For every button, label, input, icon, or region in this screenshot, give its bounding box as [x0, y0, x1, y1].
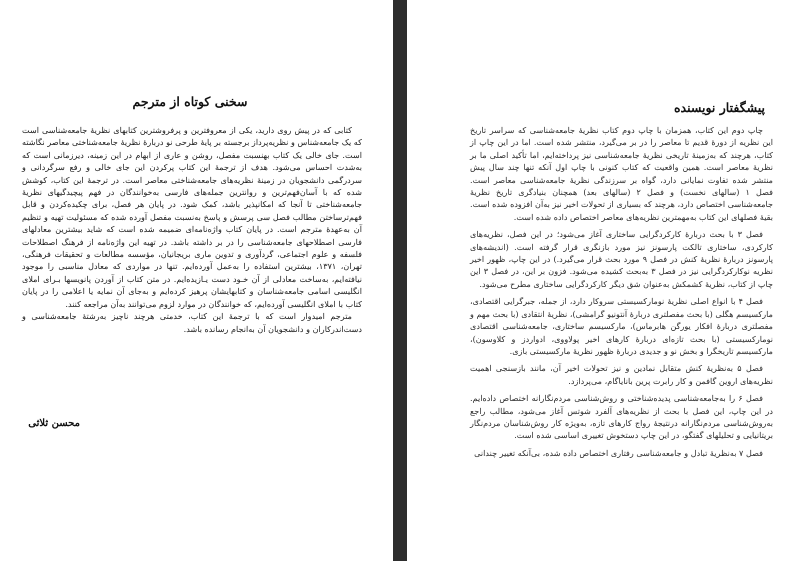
author-preface-heading: پیشگفتار نویسنده — [673, 100, 765, 115]
translator-signature: محسن ثلاثی — [28, 418, 80, 429]
paragraph: مترجم امیدوار است که با ترجمهٔ این کتاب، خدمتی هرچند ناچیز به‌رشتهٔ جامعه‌شناسی و دست‌اندرکاران و دانشجویان آن به‌انجام رسانده باشد. — [22, 311, 362, 334]
paragraph: فصل ۳ با بحث دربارهٔ کارکردگرایی ساختاری آغاز می‌شود؛ در این فصل، نظریه‌های کارکردی، ساختاری تالکت پارسونز نیز مورد بازنگری قرار گرفته است. (اندیشه‌های پارسونز دربارهٔ نظریهٔ کنش در فصل ۹ مورد بحث قرار می‌گیرد.) در این چاپ، ظهور اخیر نظریه نوکارکردگرایی نیز در فصل ۳ به‌بحث کشیده می‌شود. فزون بر این، در فصل ۳ این چاپ از کتاب، نظریهٔ کشمکش به‌عنوان شق دیگر کارکردگرایی ساختاری مطرح می‌شود. — [470, 229, 774, 289]
right-page — [407, 0, 791, 561]
book-gutter — [393, 0, 407, 561]
translator-note-body — [22, 124, 362, 335]
paragraph: کتابی که در پیش روی دارید، یکی از معروفترین و پرفروشترین کتابهای نظریهٔ جامعه‌شناسی است که یک جامعه‌شناس و نظریه‌پرداز برجسته بر پایهٔ طرحی نو دربارهٔ نظریهٔ جامعه‌شناختی معاصر نگاشته است. جای خالی یک کتاب بهنسبت مفصل، روشن و عاری از ابهام در این زمینه، دیرزمانی است که به‌شدت احساس می‌شود. هدف از ترجمهٔ این کتاب پرکردن این جای خالی و رفع سرگردانی و سردرگمی دانشجویان در زمینهٔ نظریه‌های جامعه‌شناختی معاصر است. در ترجمهٔ این کتاب، کوشش شده که با آسان‌فهم‌ترین و روانترین جمله‌های فارسی به‌خوانندگان در فهم پیچیدگیهای نظریهٔ جامعه‌شناختی تا آنجا که امکانپذیر باشد، کمک شود. در پایان هر فصل، برای چکیده‌کردن و قابل فهم‌ترساختن مطالب فصل سی پرسش و پاسخ به‌نسبت مفصل آورده شده که مسئولیت تهیه و تنظیم آن به‌عهدهٔ مترجم است. در پایان کتاب واژه‌نامه‌ای ضمیمه شده است که شاید بیشترین معادلهای فارسی اصطلاحهای جامعه‌شناسی را در بر داشته باشد. در تهیه این واژه‌نامه از فرهنگ اصطلاحات فلسفه و علوم اجتماعی، گردآوری و تدوین ماری بریجانیان، مؤسسه مطالعات و تحقیقات فرهنگی، تهران، ۱۳۷۱، بیشترین استفاده را به‌عمل آورده‌ایم. تنها در مواردی که معادل مناسبی را موجود نیافته‌ایم، به‌ساخت معادلی از آن خـود دست یـازیده‌ایم. در متن کتاب از آوردن پانویسها بـرای املای انگلیسی اسامی جامعه‌شناسان و کتابهایشان پرهیز کرده‌ایم و به‌جای آن نمایه یا اعلامی را در پایان کتاب با املای انگلیسی آورده‌ایم، که خوانندگان در موارد لزوم می‌توانند به‌آن مراجعه کنند. — [22, 125, 363, 309]
paragraph: فصل ۵ به‌نظریهٔ کنش متقابل نمادین و نیز تحولات اخیر آن، مانند بازسنجی اهمیت نظریه‌های اروین گافمن و کار رابرت پرین بانایاگام، می‌پردازد. — [470, 363, 773, 386]
author-preface-body — [470, 124, 773, 464]
paragraph: فصل ۴ با انواع اصلی نظریهٔ نومارکسیستی سروکار دارد، از جمله، جبرگرایی اقتصادی، مارکسیسم هگلی (با بحث مفصلتری دربارهٔ آنتونیو گرامشی)، نظریهٔ انتقادی (با بحث مهم و مفصلتری دربارهٔ افکار یورگن هابرماس)، مارکسیسم ساختاری، جامعه‌شناسی اقتصادی نومارکسیستی (با بحث تازه‌ای دربارهٔ کارهای اخیر پولاووی، ادواردز و کلاوسون)، مارکسیسم تاریخگرا و بخش نو و جدیدی دربارهٔ ظهور نظریهٔ مارکسیستی بازی. — [470, 296, 773, 356]
paragraph: چاپ دوم این کتاب، همزمان با چاپ دوم کتاب نظریهٔ جامعه‌شناسی که سراسر تاریخ این نظریه از دورهٔ قدیم تا معاصر را در بر می‌گیرد، منتشر شده است. اما در این چاپ از کتاب، هرچند که به‌زمینهٔ تاریخی نظریهٔ جامعه‌شناسی نیز پرداخته‌ایم، اما تأکید اصلی ما بر نظریهٔ معاصر است. همین واقعیت که کتاب کنونی با چاپ اول آنکه تنها چند سال پیش منتشر شده تفاوت نمایانی دارد، گواه بر سرزندگی نظریهٔ جامعه‌شناسی معاصر است. فصل ۱ (سالهای نخست) و فصل ۲ (سالهای بعد) همچنان بنیادگری تاریخ نظریهٔ جامعه‌شناسی اختصاص دارد، هرچند که بسیاری از تحولات اخیر نیز به‌آن افزوده شده است. بقیهٔ فصلهای این کتاب به‌مهمترین نظریه‌های معاصر اختصاص داده شده است. — [470, 125, 773, 222]
paragraph: فصل ۶ را به‌جامعه‌شناسی پدیده‌شناختی و روش‌شناسی مردم‌نگارانه اختصاص داده‌ایم. در این چاپ، این فصل با بحث از نظریه‌های آلفرد شوتس آغاز می‌شود، مطالب راجع به‌روش‌شناسی مردم‌نگارانه درنتیجهٔ رواج کارهای تازه، به‌ویژه کار روش‌شناسان مردم‌نگار بریتانیایی و تحلیلهای گفتگو، در این چاپ دستخوش تغییری اساسی شده است. — [470, 393, 773, 441]
translator-note-heading: سخنی کوتاه از مترجم — [132, 94, 248, 109]
left-page — [0, 0, 393, 561]
paragraph: فصل ۷ به‌نظریهٔ تبادل و جامعه‌شناسی رفتاری اختصاص داده شده، بی‌آنکه تغییر چندانی — [474, 447, 763, 458]
